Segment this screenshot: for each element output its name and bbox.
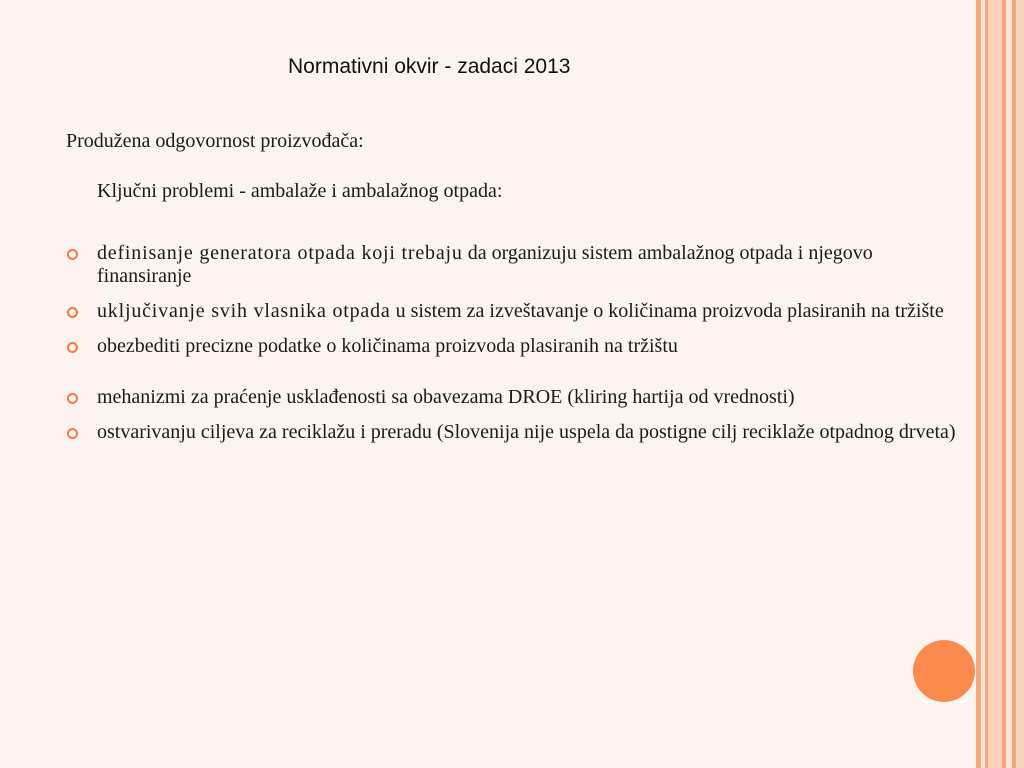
slide-subsubtitle: Ključni problemi - ambalaže i ambalažnog otpada: xyxy=(97,180,503,202)
decorative-stripes xyxy=(976,0,1024,768)
bullet-text: mehanizmi za praćenje usklađenosti sa obavezama DROE (kliring hartija od vrednosti) xyxy=(97,386,795,408)
stripe xyxy=(1016,0,1024,768)
bullet-text: u sistem za izveštavanje o količinama proizvoda plasiranih na tržište xyxy=(390,300,944,322)
bullet-text: ostvarivanju ciljeva za reciklažu i preradu (Slovenija nije uspela da postigne cilj reciklaže otpadnog drveta) xyxy=(97,421,956,443)
stripe xyxy=(988,0,1002,768)
bullet-text: da organizuju sistem ambalažnog otpada i njegovo finansiranje xyxy=(97,242,873,287)
list-item xyxy=(0,335,960,358)
bullet-text: obezbediti precizne podatke o količinama proizvoda plasiranih na tržištu xyxy=(97,335,678,357)
list-item xyxy=(0,386,960,409)
list-item xyxy=(0,300,960,323)
slide-title: Normativni okvir - zadaci 2013 xyxy=(288,55,571,78)
hollow-circle-bullet-icon xyxy=(67,307,78,318)
list-item xyxy=(0,421,960,444)
bullet-lead: uključivanje svih vlasnika otpada xyxy=(97,300,391,322)
bullet-lead: definisanje generatora otpada koji trebaju xyxy=(97,242,463,264)
hollow-circle-bullet-icon xyxy=(67,393,78,404)
hollow-circle-bullet-icon xyxy=(67,342,78,353)
list-item xyxy=(0,242,960,288)
hollow-circle-bullet-icon xyxy=(67,249,78,260)
hollow-circle-bullet-icon xyxy=(67,428,78,439)
bullet-list xyxy=(0,242,960,444)
decorative-circle-icon xyxy=(913,640,975,702)
slide-subtitle: Produžena odgovornost proizvođača: xyxy=(66,130,364,152)
